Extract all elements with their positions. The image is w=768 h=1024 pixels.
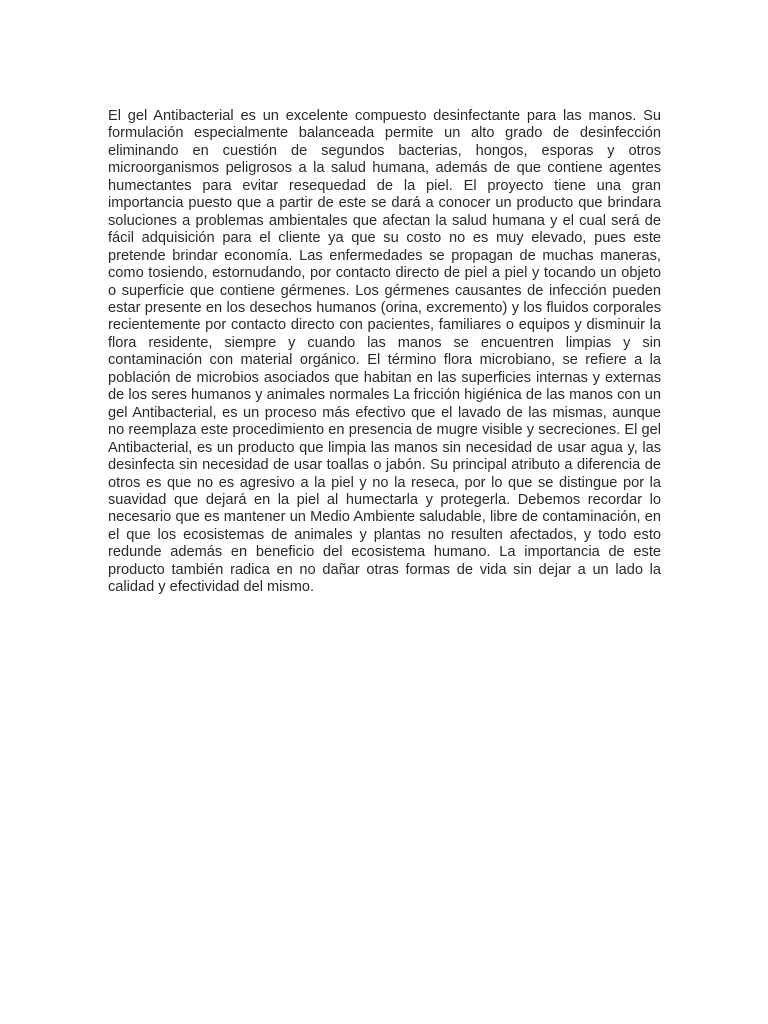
body-paragraph: El gel Antibacterial es un excelente compuesto desinfectante para las manos. Su formulación especialmente balanceada permite un alto grado de desinfección eliminando en cuestión de segundos bacterias, hongos, esporas y otros microorganismos peligrosos a la salud humana, además de que contiene agentes humectantes para evitar resequedad de la piel. El proyecto tiene una gran importancia puesto que a partir de este se dará a conocer un producto que brindara soluciones a problemas ambientales que afectan la salud humana y el cual será de fácil adquisición para el cliente ya que su costo no es muy elevado, pues este pretende brindar economía. Las enfermedades se propagan de muchas maneras, como tosiendo, estornudando, por contacto directo de piel a piel y tocando un objeto o superficie que contiene gérmenes. Los gérmenes causantes de infección pueden estar presente en los desechos humanos (orina, excremento) y los fluidos corporales recientemente por contacto directo con pacientes, familiares o equipos y disminuir la flora residente, siempre y cuando las manos se encuentren limpias y sin contaminación con material orgánico. El término flora microbiano, se refiere a la población de microbios asociados que habitan en las superficies internas y externas de los seres humanos y animales normales La fricción higiénica de las manos con un gel Antibacterial, es un proceso más efectivo que el lavado de las mismas, aunque no reemplaza este procedimiento en presencia de mugre visible y secreciones. El gel Antibacterial, es un producto que limpia las manos sin necesidad de usar agua y, las desinfecta sin necesidad de usar toallas o jabón. Su principal atributo a diferencia de otros es que no es agresivo a la piel y no la reseca, por lo que se distingue por la suavidad que dejará en la piel al humectarla y protegerla. Debemos recordar lo necesario que es mantener un Medio Ambiente saludable, libre de contaminación, en el que los ecosistemas de animales y plantas no resulten afectados, y todo esto redunde además en beneficio del ecosistema humano. La importancia de este producto también radica en no dañar otras formas de vida sin dejar a un lado la calidad y efectividad del mismo. — [108, 108, 661, 596]
